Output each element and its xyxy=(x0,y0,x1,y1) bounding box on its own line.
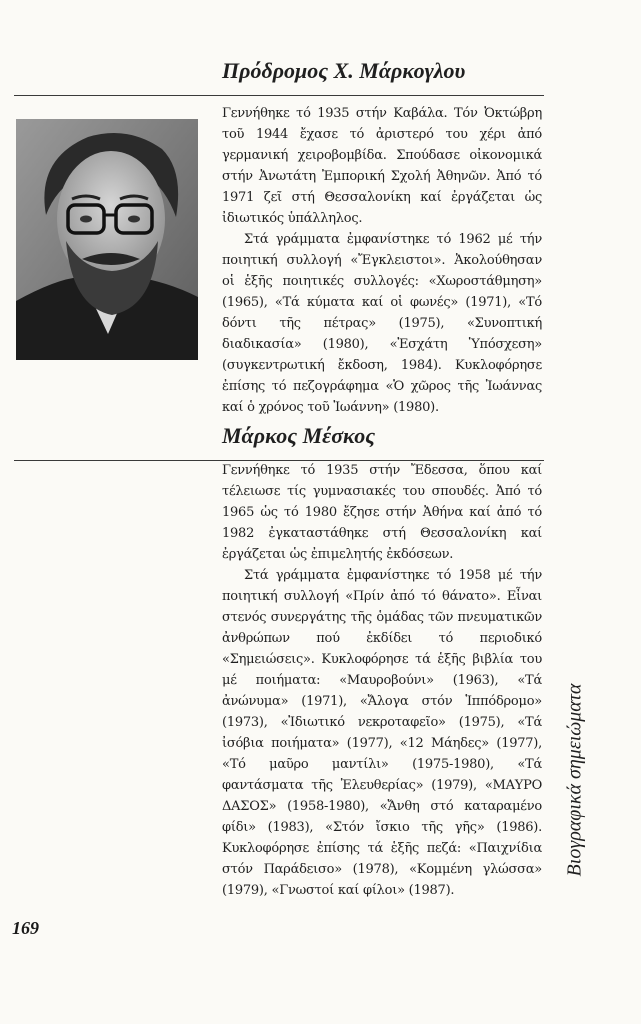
section-side-label: Βιογραφικά σημειώματα xyxy=(563,683,586,877)
author-portrait xyxy=(16,119,198,360)
entry-1-paragraph-2: Στά γράμματα ἐμφανίστηκε τό 1962 μέ τήν ποιητική συλλογή «Ἔγκλειστοι». Ἀκολούθησαν οἱ ἑξῆς ποιητικές συλλογές: «Χωροστάθμηση» (1965), «Τά κύματα καί οἱ φωνές» (1971), «Τό δόντι τῆς πέτρας» (1975), «Συνοπτική διαδικασία» (1980), «Ἐσχάτη Ὑπόσχεση» (συγκεντρωτική ἔκδοση, 1984). Κυκλοφόρησε ἐπίσης τό πεζογράφημα «Ὁ χῶρος τῆς Ἰωάννας καί ὁ χρόνος τοῦ Ἰωάννη» (1980). xyxy=(222,232,542,415)
entry-1-name: Πρόδρομος Χ. Μάρκογλου xyxy=(222,58,466,83)
entry-1-paragraph-1: Γεννήθηκε τό 1935 στήν Καβάλα. Τόν Ὀκτώβρη τοῦ 1944 ἔχασε τό ἀριστερό του χέρι ἀπό γερμανική χειροβομβίδα. Σπούδασε οἰκονομικά στήν Ἀνωτάτη Ἐμπορική Σχολή Ἀθηνῶν. Ἀπό τό 1971 ζεῖ στή Θεσσαλονίκη καί ἐργάζεται ὡς ἰδιωτικός ὑπάλληλος. xyxy=(222,106,542,226)
entry-2-bio xyxy=(222,460,542,901)
page-number: 169 xyxy=(12,918,39,938)
entry-2-paragraph-2: Στά γράμματα ἐμφανίστηκε τό 1958 μέ τήν ποιητική συλλογή «Πρίν ἀπό τό θάνατο». Εἶναι στενός συνεργάτης τῆς ὁμάδας τῶν πνευματικῶν ἀνθρώπων πού ἐκδίδει τό περιοδικό «Σημειώσεις». Κυκλοφόρησε τά ἑξῆς βιβλία του μέ ποιήματα: «Μαυροβούνι» (1963), «Τά ἀνώνυμα» (1971), «Ἄλογα στόν Ἱππόδρομο» (1973), «Ἰδιωτικό νεκροταφεῖο» (1975), «Τά ἰσόβια ποιήματα» (1977), «12 Μάηδες» (1977), «Τό μαῦρο μαντίλι» (1975-1980), «Τά φαντάσματα τῆς Ἐλευθερίας» (1979), «ΜΑΥΡΟ ΔΑΣΟΣ» (1958-1980), «Ἄνθη στό καταραμένο φίδι» (1983), «Στόν ἴσκιο τῆς γῆς» (1986). Κυκλοφόρησε ἐπίσης τά ἑξῆς πεζά: «Παιχνίδια στόν Παράδεισο» (1978), «Κομμένη γλώσσα» (1979), «Γνωστοί καί φίλοι» (1987). xyxy=(222,568,542,898)
entry-1-rule xyxy=(14,95,544,96)
entry-2-name: Μάρκος Μέσκος xyxy=(222,423,376,448)
entry-1-bio xyxy=(222,103,542,418)
entry-2-paragraph-1: Γεννήθηκε τό 1935 στήν Ἔδεσσα, ὅπου καί τέλειωσε τίς γυμνασιακές του σπουδές. Ἀπό τό 1965 ὡς τό 1980 ἔζησε στήν Ἀθήνα καί ἀπό τό 1982 ἐγκαταστάθηκε στή Θεσσαλονίκη καί ἐργάζεται ὡς ἐπιμελητής ἐκδόσεων. xyxy=(222,463,542,562)
